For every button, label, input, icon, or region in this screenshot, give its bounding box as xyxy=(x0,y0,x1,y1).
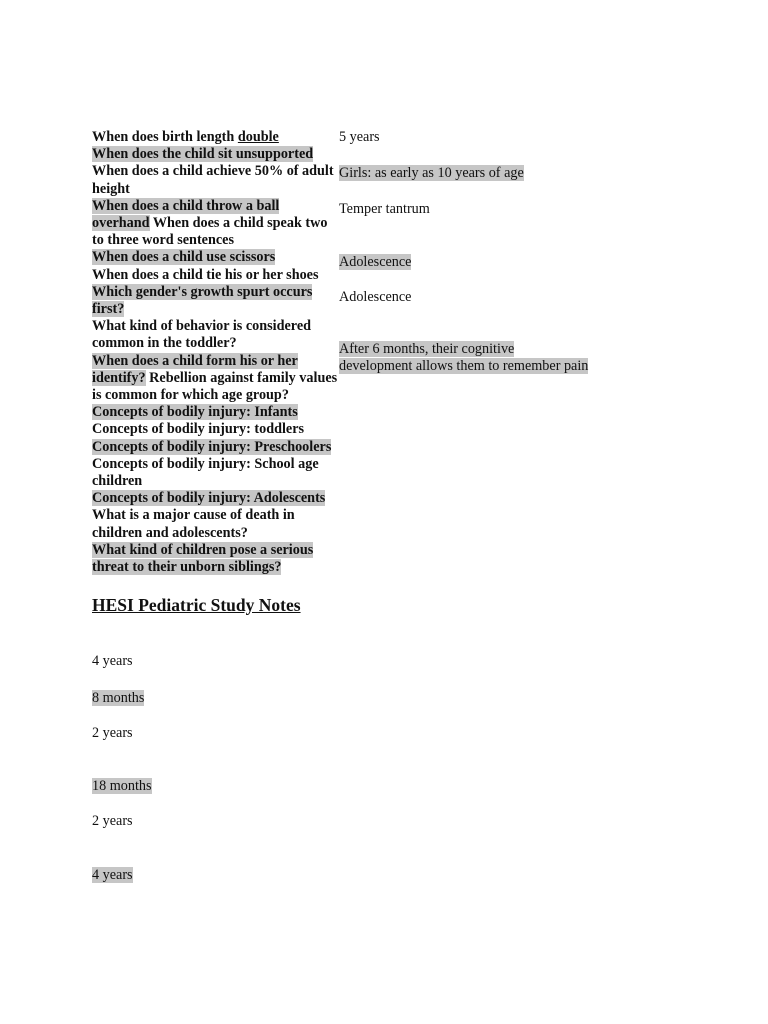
answer-item xyxy=(92,653,133,670)
question-text: Concepts of bodily injury: toddlers xyxy=(92,421,305,438)
answer-item xyxy=(339,254,589,271)
question-text: When does a child throw a ball overhand xyxy=(92,197,280,232)
question-item xyxy=(92,146,340,163)
question-item xyxy=(92,404,340,421)
answer-text: 2 years xyxy=(92,725,133,741)
answer-item xyxy=(339,341,589,375)
question-text: Concepts of bodily injury: Adolescents xyxy=(92,490,326,507)
question-text: What is a major cause of death in children and adolescents? xyxy=(92,507,295,541)
question-text: When does a child tie his or her shoes xyxy=(92,266,319,283)
question-text: Concepts of bodily injury: Infants xyxy=(92,404,298,421)
question-item xyxy=(92,439,340,491)
question-text: Rebellion against family values is common for which age group? xyxy=(92,369,338,404)
question-text: What kind of behavior is considered common in the toddler? xyxy=(92,318,312,352)
question-text: When does birth length xyxy=(92,129,238,145)
answer-item xyxy=(339,165,589,182)
question-item xyxy=(92,542,340,576)
question-text: Which gender's growth spurt occurs first? xyxy=(92,283,313,318)
question-item xyxy=(92,198,340,250)
question-text: When does a child achieve 50% of adult height xyxy=(92,163,334,197)
answer-text: 18 months xyxy=(92,778,152,794)
question-item xyxy=(92,267,340,284)
question-item xyxy=(92,284,340,318)
answer-text: 2 years xyxy=(92,813,133,829)
question-item xyxy=(92,163,340,197)
answer-item xyxy=(339,129,589,146)
answer-item xyxy=(92,725,133,742)
answer-text: 4 years xyxy=(92,653,133,669)
question-text: double xyxy=(237,129,279,145)
question-item xyxy=(92,318,340,352)
questions-column xyxy=(92,129,340,576)
question-item xyxy=(92,353,340,405)
question-item xyxy=(92,249,340,266)
question-text: When does a child use scissors xyxy=(92,249,276,266)
answer-text: Adolescence xyxy=(339,254,412,270)
answer-item xyxy=(92,690,144,707)
answer-text: After 6 months, their cognitive development allows them to remember pain xyxy=(339,341,589,375)
answer-text: Adolescence xyxy=(339,289,412,305)
question-text: When does a child speak two to three word sentences xyxy=(92,215,328,249)
answer-item xyxy=(92,778,152,795)
answer-item xyxy=(92,813,133,830)
question-text: Concepts of bodily injury: School age children xyxy=(92,455,319,490)
answer-item xyxy=(92,867,133,884)
question-item xyxy=(92,490,340,542)
document-title: HESI Pediatric Study Notes xyxy=(92,595,301,615)
answer-text: Temper tantrum xyxy=(339,201,430,217)
question-text: When does a child form his or her identify? xyxy=(92,352,298,386)
answer-text: Girls: as early as 10 years of age xyxy=(339,165,524,181)
answer-item xyxy=(339,201,589,218)
question-item xyxy=(92,129,340,146)
question-item xyxy=(92,421,340,438)
question-text: Concepts of bodily injury: Preschoolers xyxy=(92,438,332,455)
answer-item xyxy=(339,289,589,306)
answer-text: 5 years xyxy=(339,129,380,145)
question-text: When does the child sit unsupported xyxy=(92,146,314,163)
answer-text: 4 years xyxy=(92,867,133,883)
answer-text: 8 months xyxy=(92,690,145,706)
question-text: What kind of children pose a serious threat to their unborn siblings? xyxy=(92,541,314,576)
